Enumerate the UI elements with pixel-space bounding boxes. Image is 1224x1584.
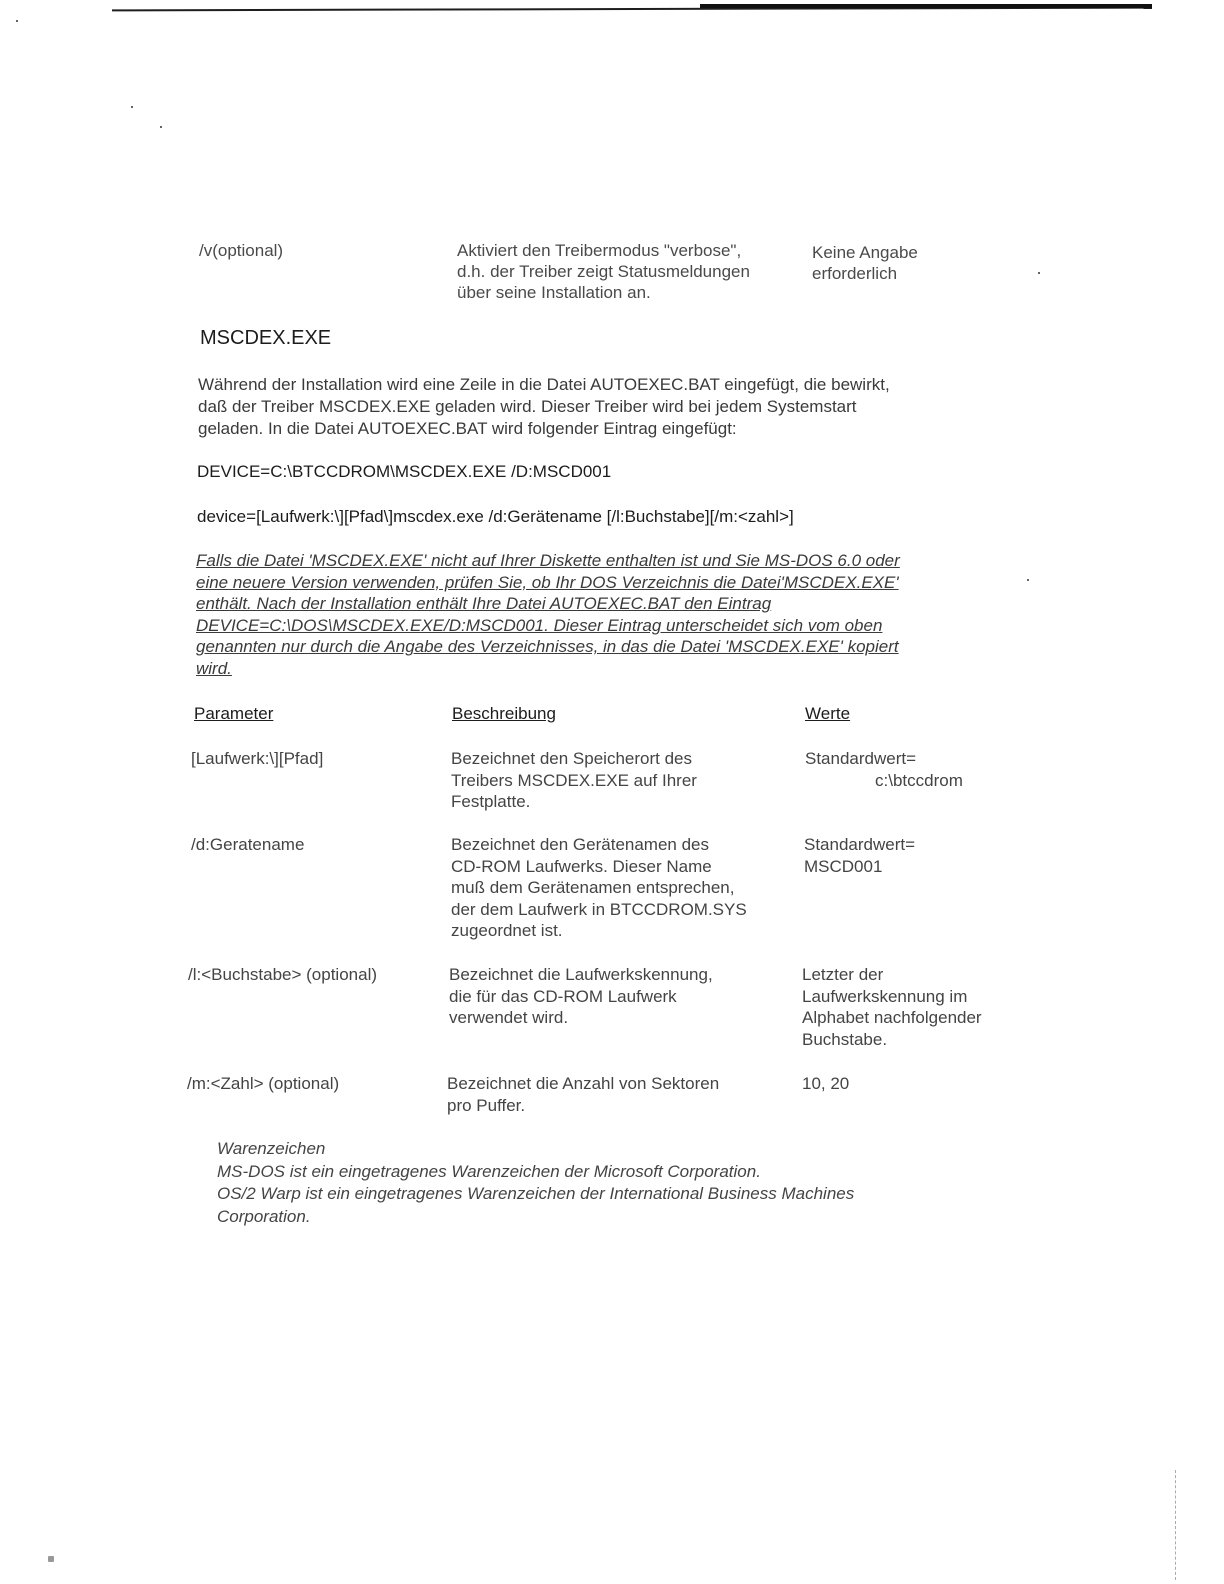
table-cell-description [451, 834, 747, 942]
text-line: Standardwert= [805, 749, 917, 768]
text-line: geladen. In die Datei AUTOEXEC.BAT wird folgender Eintrag eingefügt: [198, 419, 737, 438]
scan-speck [48, 1556, 54, 1562]
text-line: DEVICE=C:\DOS\MSCDEX.EXE/D:MSCD001. Dieser Eintrag unterscheidet sich vom oben [196, 615, 883, 635]
text-line: Bezeichnet die Anzahl von Sektoren [447, 1074, 720, 1093]
text-line: Buchstabe. [802, 1029, 888, 1049]
device-entry-code: DEVICE=C:\BTCCDROM\MSCDEX.EXE /D:MSCD001 [197, 462, 612, 481]
table-cell-param: [Laufwerk:\][Pfad] [191, 749, 324, 768]
text-line: Letzter der [802, 965, 884, 984]
scan-speck [1027, 579, 1029, 581]
text-line: der dem Laufwerk in BTCCDROM.SYS [451, 899, 747, 919]
text-line: d.h. der Treiber zeigt Statusmeldungen [457, 262, 750, 281]
table-cell-values [802, 964, 982, 1050]
text-line: Aktiviert den Treibermodus "verbose", [457, 241, 742, 260]
table-cell-description [449, 964, 713, 1029]
text-line: Während der Installation wird eine Zeile in die Datei AUTOEXEC.BAT eingefügt, die bewirkt, [198, 375, 890, 394]
text-line: Falls die Datei 'MSCDEX.EXE' nicht auf Ihrer Diskette enthalten ist und Sie MS-DOS 6.0 oder [196, 551, 900, 570]
trademarks-block [217, 1138, 1017, 1228]
top-row-param: /v(optional) [199, 241, 284, 260]
text-line: muß dem Gerätenamen entsprechen, [451, 878, 735, 898]
trademarks-title: Warenzeichen [217, 1139, 326, 1158]
text-line: Laufwerkskennung im [802, 986, 968, 1006]
table-cell-param: /d:Geratename [191, 835, 305, 854]
text-line: eine neuere Version verwenden, prüfen Sie, ob Ihr DOS Verzeichnis die Datei'MSCDEX.EXE' [196, 572, 899, 592]
text-line: CD-ROM Laufwerks. Dieser Name [451, 856, 712, 876]
text-line: die für das CD-ROM Laufwerk [449, 986, 677, 1006]
text-line: Alphabet nachfolgender [802, 1008, 982, 1028]
table-cell-param: /l:<Buchstabe> (optional) [188, 965, 378, 984]
text-line: pro Puffer. [447, 1095, 526, 1115]
table-header-values: Werte [805, 704, 851, 723]
text-line: c:\btccdrom [875, 770, 963, 790]
table-cell-values [804, 834, 915, 877]
table-cell-values [805, 748, 963, 791]
scan-speck [131, 106, 133, 108]
text-line: Standardwert= [804, 835, 916, 854]
scan-speck [1038, 272, 1040, 274]
text-line: daß der Treiber MSCDEX.EXE geladen wird. Dieser Treiber wird bei jedem Systemstart [198, 397, 857, 416]
top-row-description [457, 240, 817, 303]
text-line: Festplatte. [451, 792, 531, 812]
table-cell-description [451, 748, 697, 813]
scan-top-line-thick [700, 4, 1152, 8]
text-line: Keine Angabe [812, 243, 918, 262]
table-header-description: Beschreibung [452, 704, 556, 723]
section-heading: MSCDEX.EXE [200, 327, 332, 349]
note-paragraph [196, 550, 1016, 680]
table-header-parameter: Parameter [194, 704, 274, 723]
scan-speck [160, 126, 162, 128]
text-line: 10, 20 [802, 1074, 850, 1093]
text-line: enthält. Nach der Installation enthält Ihre Datei AUTOEXEC.BAT den Eintrag [196, 594, 772, 614]
text-line: Bezeichnet den Speicherort des [451, 749, 692, 768]
table-cell-description [447, 1073, 719, 1116]
trademark-line: Corporation. [217, 1206, 311, 1226]
table-cell-values [802, 1073, 849, 1095]
scan-speck [16, 20, 18, 22]
device-syntax-code: device=[Laufwerk:\][Pfad\]mscdex.exe /d:Gerätename [/l:Buchstabe][/m:<zahl>] [197, 507, 794, 526]
top-row-values [812, 242, 918, 284]
scan-edge-mark [1175, 1470, 1177, 1580]
text-line: genannten nur durch die Angabe des Verzeichnisses, in das die Datei 'MSCDEX.EXE' kopiert [196, 637, 899, 657]
text-line: erforderlich [812, 264, 898, 283]
text-line: Treibers MSCDEX.EXE auf Ihrer [451, 770, 697, 790]
text-line: Bezeichnet die Laufwerkskennung, [449, 965, 713, 984]
text-line: wird. [196, 658, 232, 678]
text-line: verwendet wird. [449, 1008, 569, 1028]
text-line: zugeordnet ist. [451, 921, 563, 941]
text-line: Bezeichnet den Gerätenamen des [451, 835, 710, 854]
text-line: MSCD001 [804, 856, 883, 876]
table-cell-param: /m:<Zahl> (optional) [187, 1074, 340, 1093]
trademark-line: OS/2 Warp ist ein eingetragenes Warenzeichen der International Business Machines [217, 1184, 855, 1203]
text-line: über seine Installation an. [457, 283, 651, 302]
intro-paragraph [198, 374, 1028, 440]
trademark-line: MS-DOS ist ein eingetragenes Warenzeichen der Microsoft Corporation. [217, 1161, 761, 1181]
